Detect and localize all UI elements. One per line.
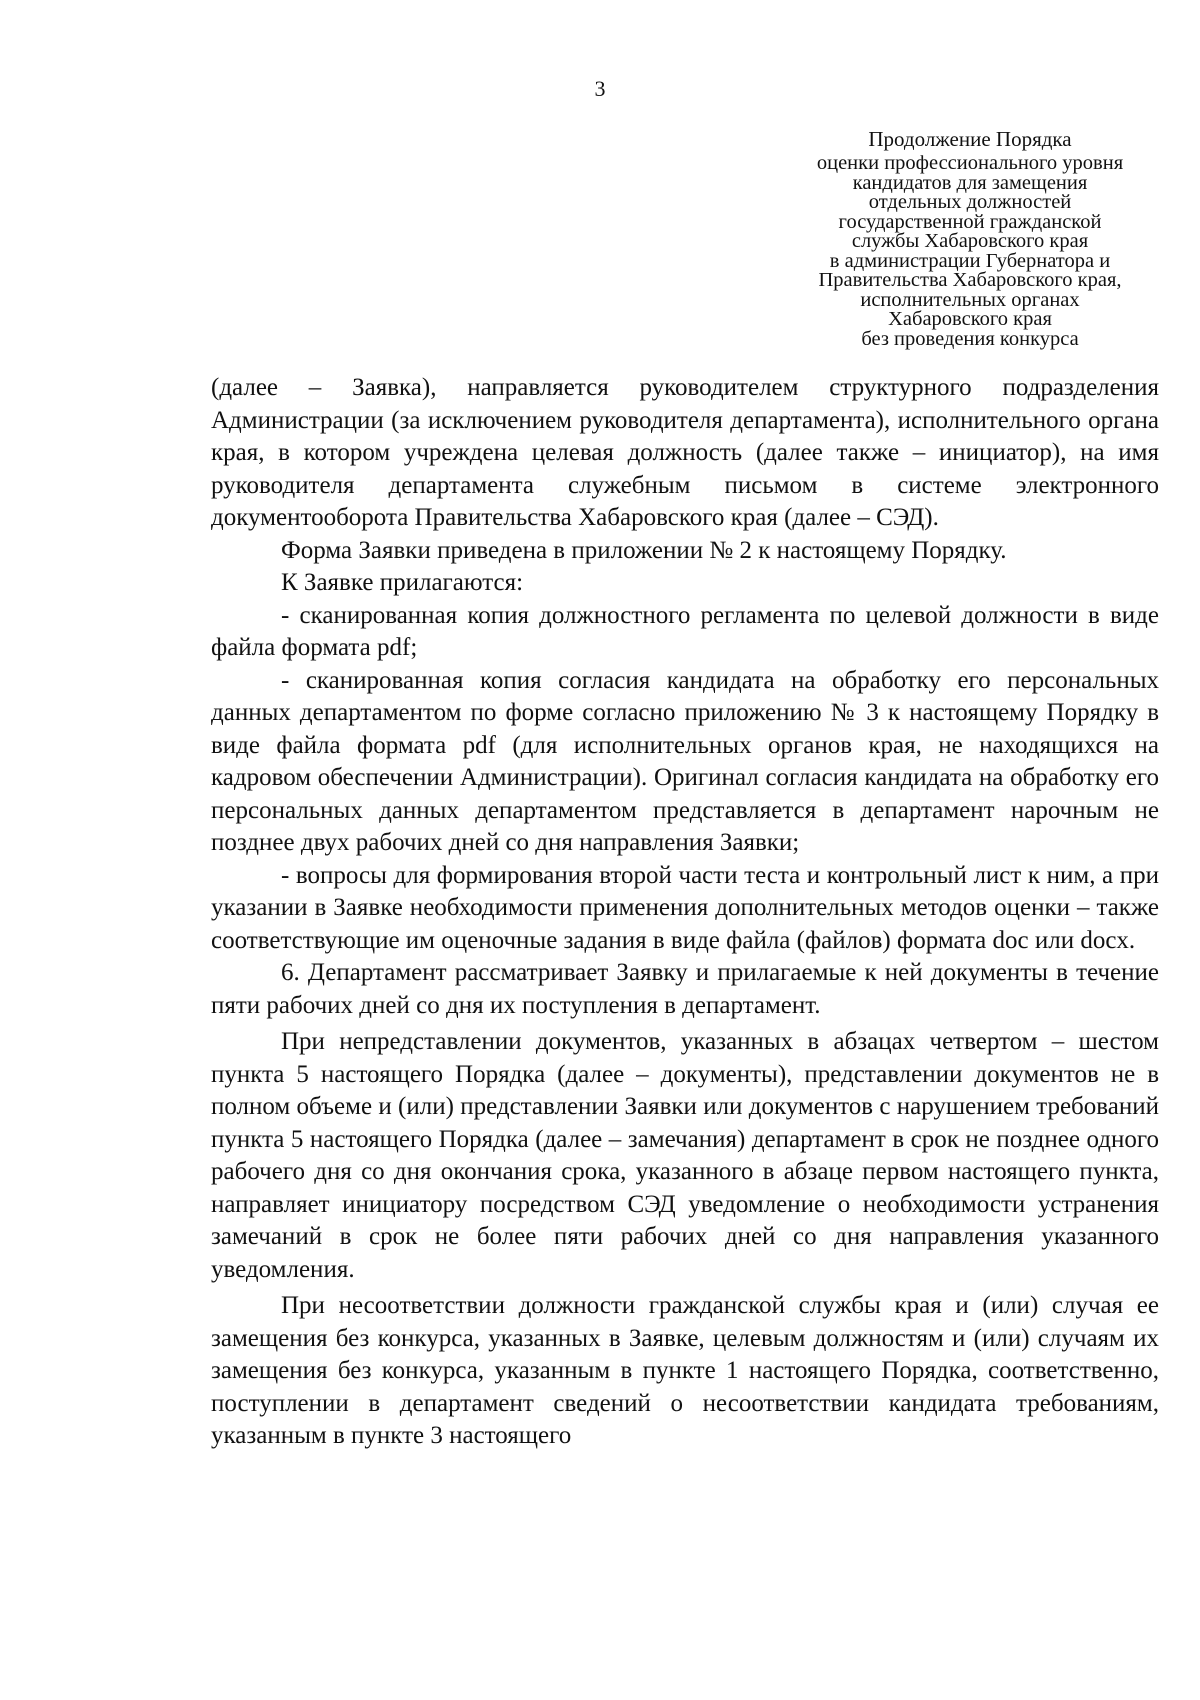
paragraph: (далее – Заявка), направляется руководителем структурного подразделения Администрации (за исключением руководителя департамента), исполнительного органа края, в котором учреждена целевая должность (далее также – инициатор), на имя руководителя департамента служебным письмом в системе электронного документооборота Правительства Хабаровского края (далее – СЭД). xyxy=(211,374,1159,531)
page-number: 3 xyxy=(594,76,606,101)
header-line: государственной гражданской xyxy=(838,210,1102,233)
header-line: Хабаровского края xyxy=(888,308,1052,330)
document-header xyxy=(770,124,1170,349)
header-line: службы Хабаровского края xyxy=(851,230,1089,252)
header-line: исполнительных органах xyxy=(860,288,1080,311)
header-line: без проведения конкурса xyxy=(861,327,1079,350)
header-line: в администрации Губернатора и xyxy=(829,249,1111,272)
header-line: отдельных должностей xyxy=(868,191,1072,213)
list-item: - вопросы для формирования второй части теста и контрольный лист к ним, а при указании в Заявке необходимости применения дополнительных методов оценки – также соответствующие им оценочные задания в виде файла (файлов) формата doc или docx. xyxy=(211,861,1159,954)
paragraph: К Заявке прилагаются: xyxy=(281,569,524,596)
paragraph: Форма Заявки приведена в приложении № 2 к настоящему Порядку. xyxy=(281,536,1007,564)
header-line: Продолжение Порядка xyxy=(868,127,1072,151)
paragraph: При непредставлении документов, указанных в абзацах четвертом – шестом пункта 5 настоящего Порядка (далее – документы), представлении документов не в полном объеме и (или) представлении Заявки или документов с нарушением требований пункта 5 настоящего Порядка (далее – замечания) департамент в срок не позднее одного рабочего дня со дня окончания срока, указанного в абзаце первом настоящего пункта, направляет инициатору посредством СЭД уведомление о необходимости устранения замечаний в срок не более пяти рабочих дней со дня направления указанного уведомления. xyxy=(211,1028,1159,1283)
document-body xyxy=(211,372,1159,1453)
header-line: кандидатов для замещения xyxy=(852,171,1088,194)
list-item: - сканированная копия согласия кандидата на обработку его персональных данных департаментом по форме согласно приложению № 3 к настоящему Порядку в виде файла формата pdf (для исполнительных органов края, не находящихся на кадровом обеспечении Администрации). Оригинал согласия кандидата на обработку его персональных данных департаментом представляется в департамент нарочным не позднее двух рабочих дней со дня направления Заявки; xyxy=(211,666,1159,856)
paragraph: 6. Департамент рассматривает Заявку и прилагаемые к ней документы в течение пяти рабочих дней со дня их поступления в департамент. xyxy=(211,959,1159,1019)
paragraph: При несоответствии должности гражданской службы края и (или) случая ее замещения без конкурса, указанных в Заявке, целевым должностям и (или) случаям их замещения без конкурса, указанным в пункте 1 настоящего Порядка, соответственно, поступлении в департамент сведений о несоответствии кандидата требованиям, указанным в пункте 3 настоящего xyxy=(211,1292,1159,1449)
header-line: Правительства Хабаровского края, xyxy=(818,269,1122,291)
header-line: оценки профессионального уровня xyxy=(816,152,1124,174)
list-item: - сканированная копия должностного регламента по целевой должности в виде файла формата pdf; xyxy=(211,601,1159,661)
